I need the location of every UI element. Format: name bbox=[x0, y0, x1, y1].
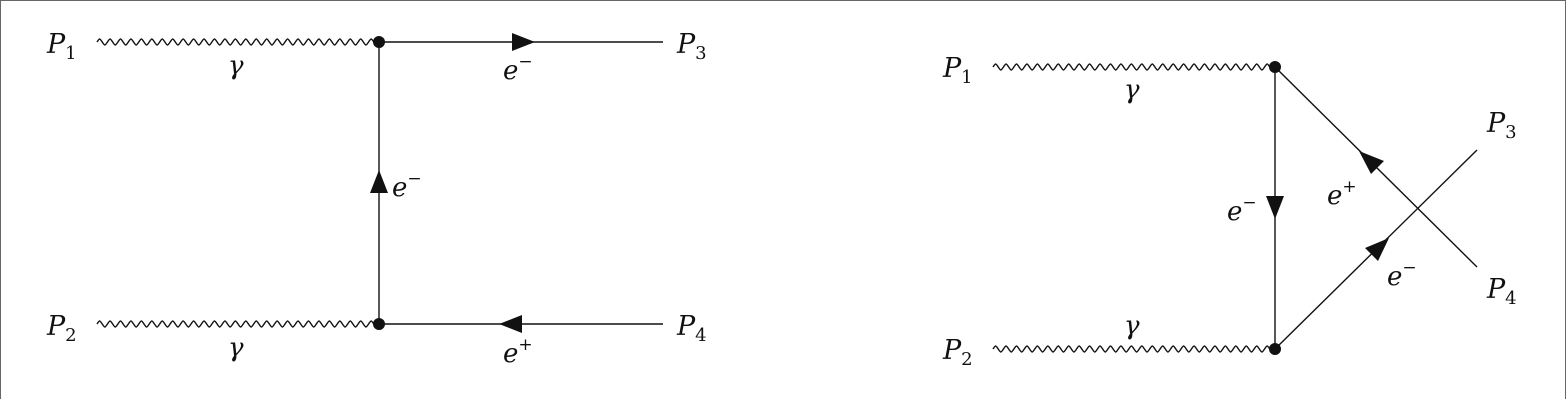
vertex-top-left bbox=[373, 36, 385, 48]
arrow-left-icon bbox=[499, 315, 522, 333]
label-p4-left: $P_4$ bbox=[677, 311, 707, 346]
label-gamma-top-right: γ bbox=[1124, 75, 1140, 105]
arrow-right-icon bbox=[512, 33, 535, 51]
label-p2-right: $P_2$ bbox=[943, 335, 973, 370]
arrow-down-icon bbox=[1266, 196, 1284, 219]
label-positron-right: e+ bbox=[1327, 177, 1357, 211]
label-p4-right: $P_4$ bbox=[1487, 274, 1517, 309]
photon-line-bottom-right bbox=[993, 346, 1275, 352]
photon-line-top-right bbox=[993, 64, 1275, 70]
feynman-diagrams bbox=[1, 1, 1567, 400]
arrow-up-icon bbox=[370, 170, 388, 193]
vertex-top-right bbox=[1269, 61, 1281, 73]
label-p1-right: $P_1$ bbox=[943, 53, 973, 88]
label-gamma-bottom-right: γ bbox=[1124, 311, 1140, 341]
label-positron-in-left: e+ bbox=[503, 335, 533, 369]
photon-line-top-left bbox=[97, 39, 379, 45]
label-p2-left: $P_2$ bbox=[47, 311, 77, 346]
label-electron-out-left: e− bbox=[503, 52, 533, 86]
label-propagator-right: e− bbox=[1227, 193, 1257, 227]
vertex-bottom-right bbox=[1269, 343, 1281, 355]
label-gamma-bottom-left: γ bbox=[228, 333, 244, 363]
label-propagator-left: e− bbox=[392, 169, 422, 203]
label-p1-left: $P_1$ bbox=[47, 29, 77, 64]
label-p3-left: $P_3$ bbox=[677, 29, 707, 64]
photon-line-bottom-left bbox=[97, 321, 379, 327]
label-electron-right: e− bbox=[1387, 258, 1417, 292]
vertex-bottom-left bbox=[373, 318, 385, 330]
label-p3-right: $P_3$ bbox=[1487, 108, 1517, 143]
label-gamma-top-left: γ bbox=[228, 51, 244, 81]
